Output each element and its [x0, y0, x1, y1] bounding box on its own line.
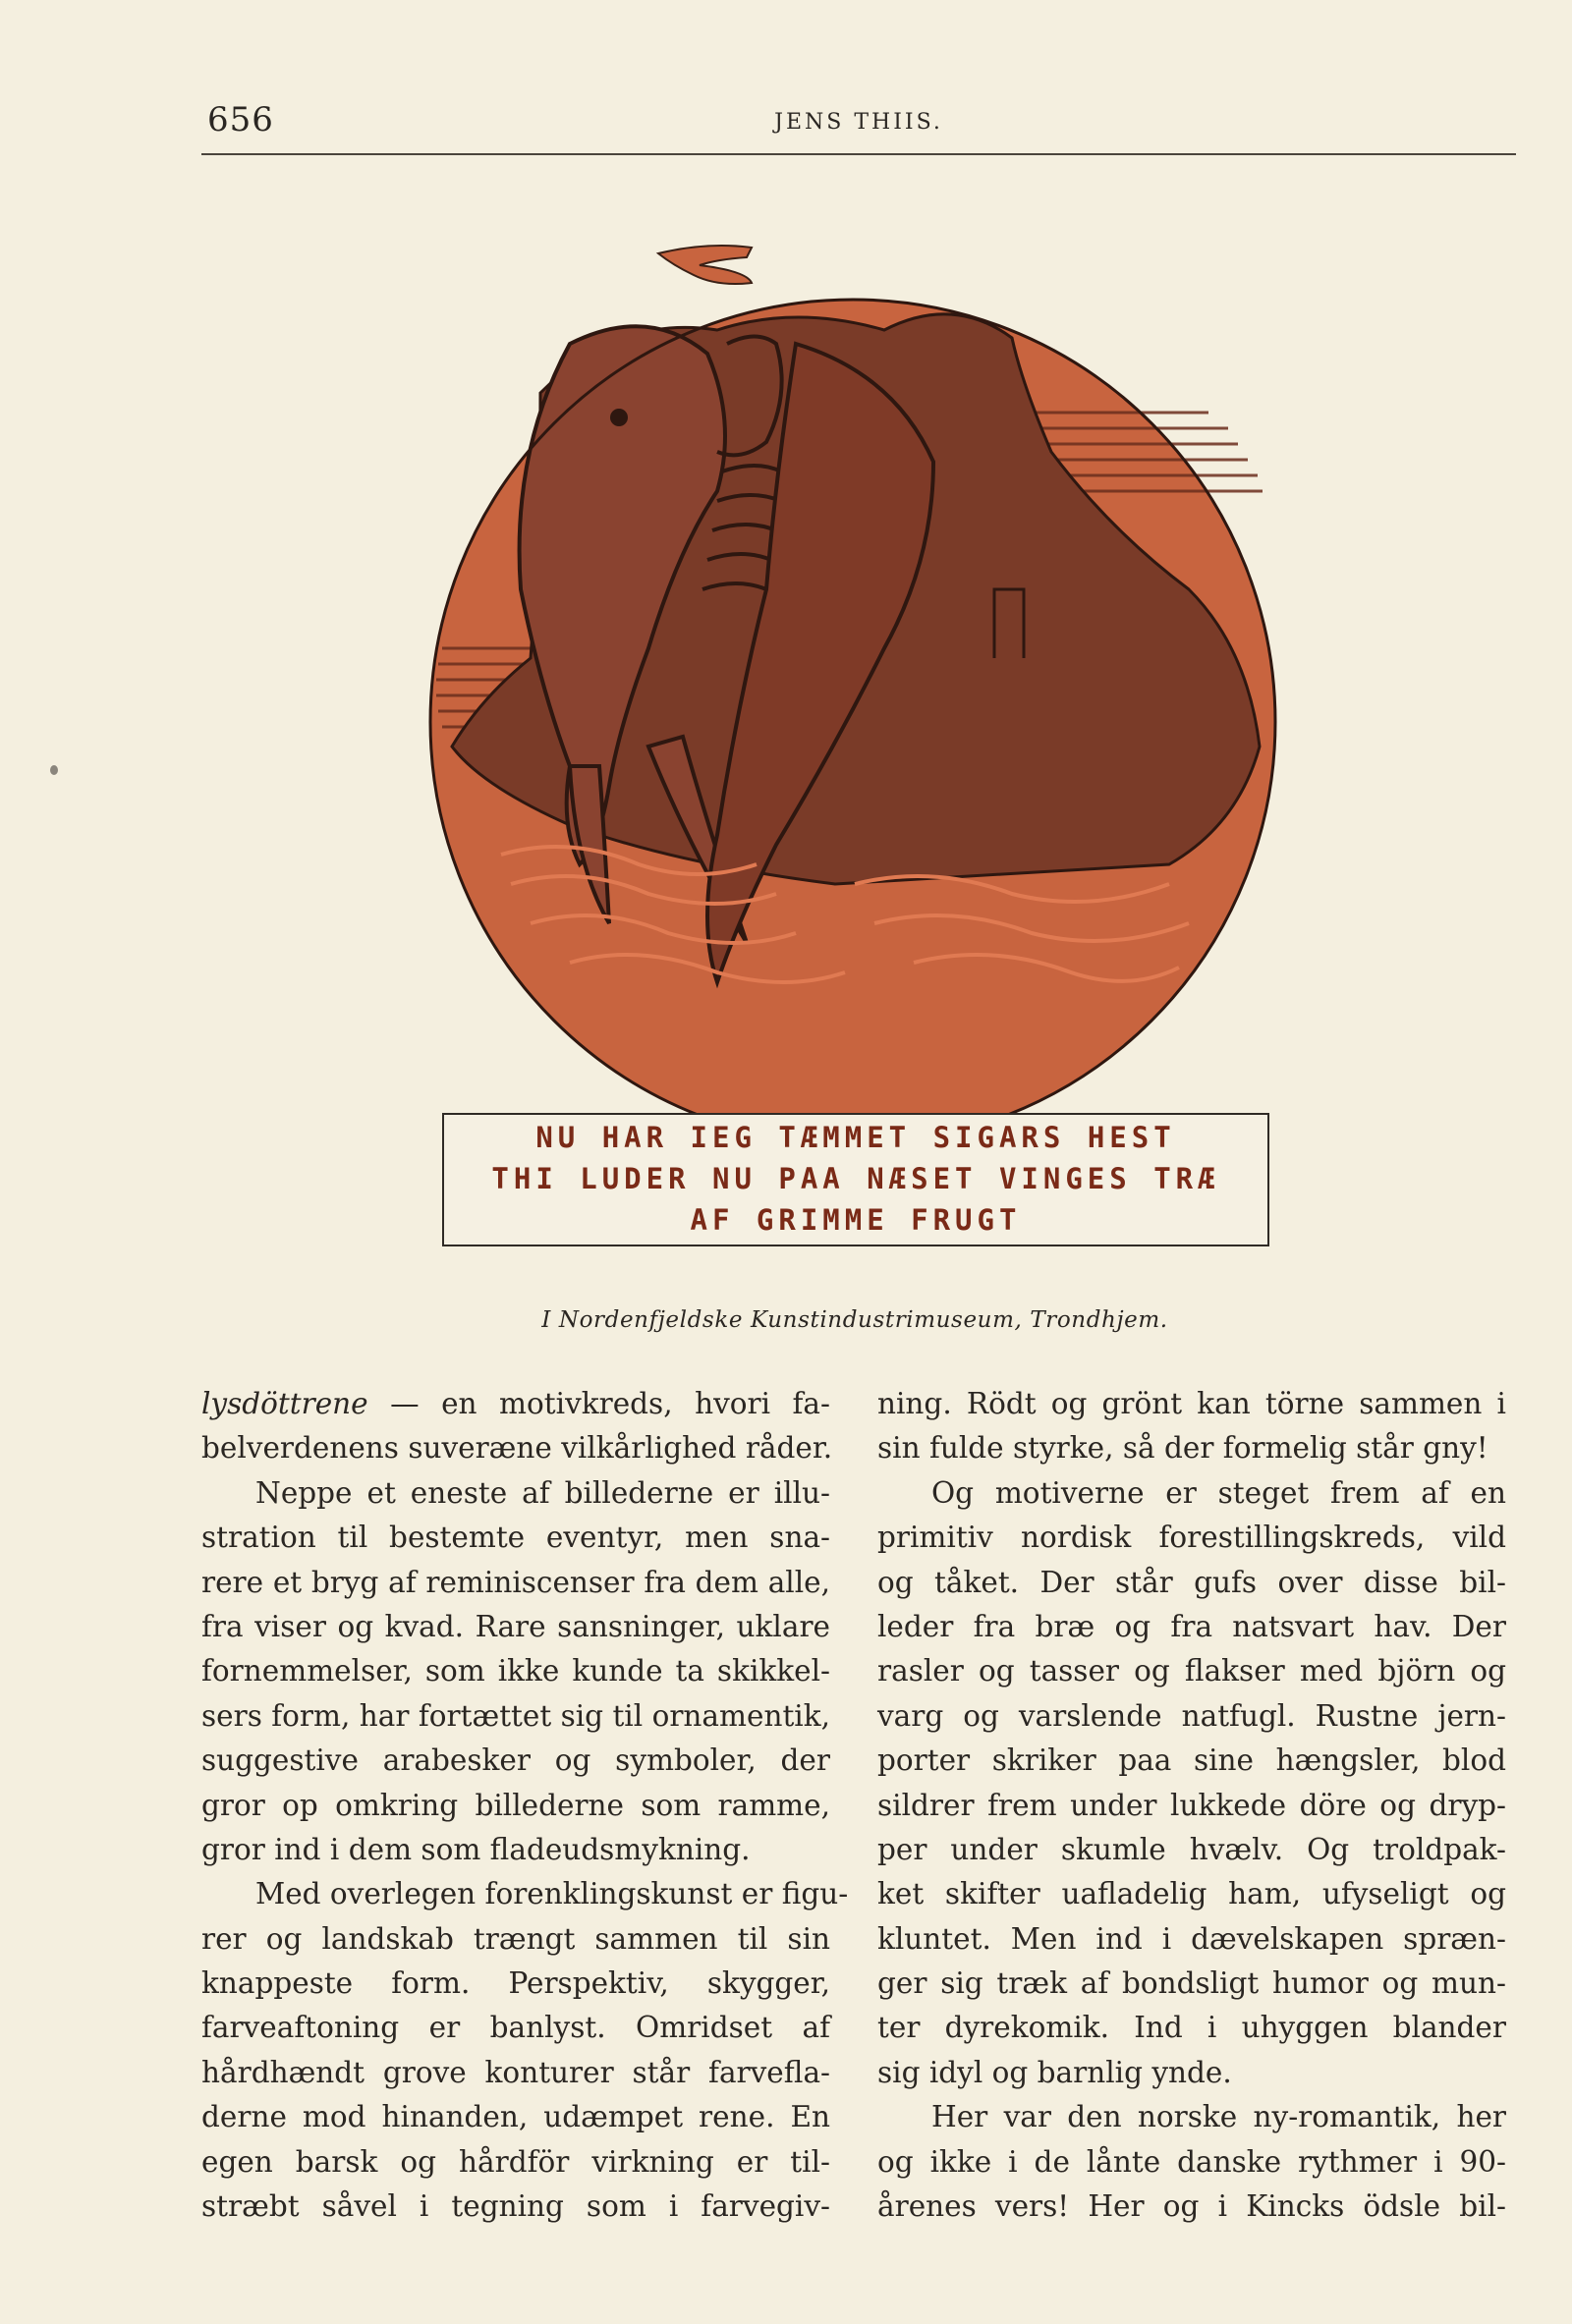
page-header: [201, 98, 1516, 149]
text-line: sers form, har fortættet sig til ornamentik,: [201, 1698, 830, 1733]
text-line: fra viser og kvad. Rare sansninger, uklare: [201, 1609, 830, 1643]
text-line: Neppe et eneste af billederne er illu-: [255, 1475, 830, 1510]
left-text-column: [201, 1382, 849, 2229]
text-line: ket skifter uafladelig ham, ufyseligt og: [877, 1877, 1506, 1911]
inscription-line: THI LUDER NU PAA NÆSET VINGES TRÆ: [491, 1162, 1220, 1195]
walrus-eye: [610, 409, 628, 426]
text-line: hårdhændt grove konturer står farvefla-: [201, 2055, 830, 2089]
margin-speck: [50, 765, 58, 775]
text-line: varg og varslende natfugl. Rustne jern-: [877, 1698, 1506, 1733]
text-line: rasler og tasser og flakser med björn og: [877, 1654, 1506, 1688]
text-line: rere et bryg af reminiscenser fra dem alle,: [201, 1565, 830, 1599]
text-line: gror op omkring billederne som ramme,: [201, 1788, 830, 1822]
text-line: kluntet. Men ind i dævelskapen spræn-: [877, 1921, 1506, 1956]
text-line: Med overlegen forenklingskunst er figu-: [255, 1877, 849, 1911]
text-line: Og motiverne er steget frem af en: [931, 1475, 1506, 1510]
text-line: sin fulde styrke, så der formelig står gny!: [877, 1431, 1488, 1466]
text-line: Her var den norske ny-romantik, her: [931, 2100, 1506, 2134]
walrus-roundel-svg: [422, 236, 1287, 1120]
inscription-line: AF GRIMME FRUGT: [690, 1203, 1022, 1237]
inscription-line: NU HAR IEG TÆMMET SIGARS HEST: [535, 1121, 1176, 1154]
figure-caption: I Nordenfjeldske Kunstindustrimuseum, Trondhjem.: [541, 1307, 1168, 1333]
right-text-column: [877, 1382, 1506, 2229]
text-line: stræbt såvel i tegning som i farvegiv-: [201, 2189, 830, 2224]
text-line: stration til bestemte eventyr, men sna-: [201, 1521, 830, 1555]
text-line: gror ind i dem som fladeudsmykning.: [201, 1832, 751, 1866]
text-line: sig idyl og barnlig ynde.: [877, 2055, 1232, 2089]
rune-inscription-box: [442, 1113, 1269, 1246]
text-line: rer og landskab trængt sammen til sin: [201, 1921, 830, 1956]
running-head: JENS THIIS.: [774, 110, 943, 135]
header-rule: [201, 153, 1516, 155]
text-line: leder fra bræ og fra natsvart hav. Der: [877, 1609, 1506, 1643]
text-line: primitiv nordisk forestillingskreds, vild: [877, 1521, 1506, 1555]
cloud-wisp: [658, 246, 752, 284]
text-line: ger sig træk af bondsligt humor og mun-: [877, 1966, 1506, 2001]
text-line: suggestive arabesker og symboler, der: [201, 1743, 830, 1778]
text-line: sildrer frem under lukkede döre og dryp-: [877, 1788, 1506, 1822]
text-line: derne mod hinanden, udæmpet rene. En: [201, 2100, 830, 2134]
text-line: porter skriker paa sine hængsler, blod: [877, 1743, 1506, 1778]
text-line: og ikke i de lånte danske rythmer i 90-: [877, 2144, 1506, 2179]
text-line: årenes vers! Her og i Kincks ödsle bil-: [877, 2189, 1506, 2224]
text-line: per under skumle hvælv. Og troldpak-: [877, 1832, 1506, 1866]
text-line: belverdenens suveræne vilkårlighed råder.: [201, 1431, 833, 1466]
page-number: 656: [207, 100, 274, 139]
text-line: fornemmelser, som ikke kunde ta skikkel-: [201, 1654, 830, 1688]
italic-term: lysdöttrene: [201, 1387, 368, 1420]
text-line: ter dyrekomik. Ind i uhyggen blander: [877, 2011, 1506, 2045]
text-line: og tåket. Der står gufs over disse bil-: [877, 1565, 1506, 1599]
text-line: farveaftoning er banlyst. Omridset af: [201, 2011, 830, 2045]
text-line: ning. Rödt og grönt kan törne sammen i: [877, 1387, 1506, 1420]
text-line: knappeste form. Perspektiv, skygger,: [201, 1966, 830, 2001]
walrus-illustration: [422, 236, 1287, 1120]
text-line: lysdöttrene — en motivkreds, hvori fa-: [201, 1387, 830, 1420]
text-line: egen barsk og hårdför virkning er til-: [201, 2144, 830, 2179]
